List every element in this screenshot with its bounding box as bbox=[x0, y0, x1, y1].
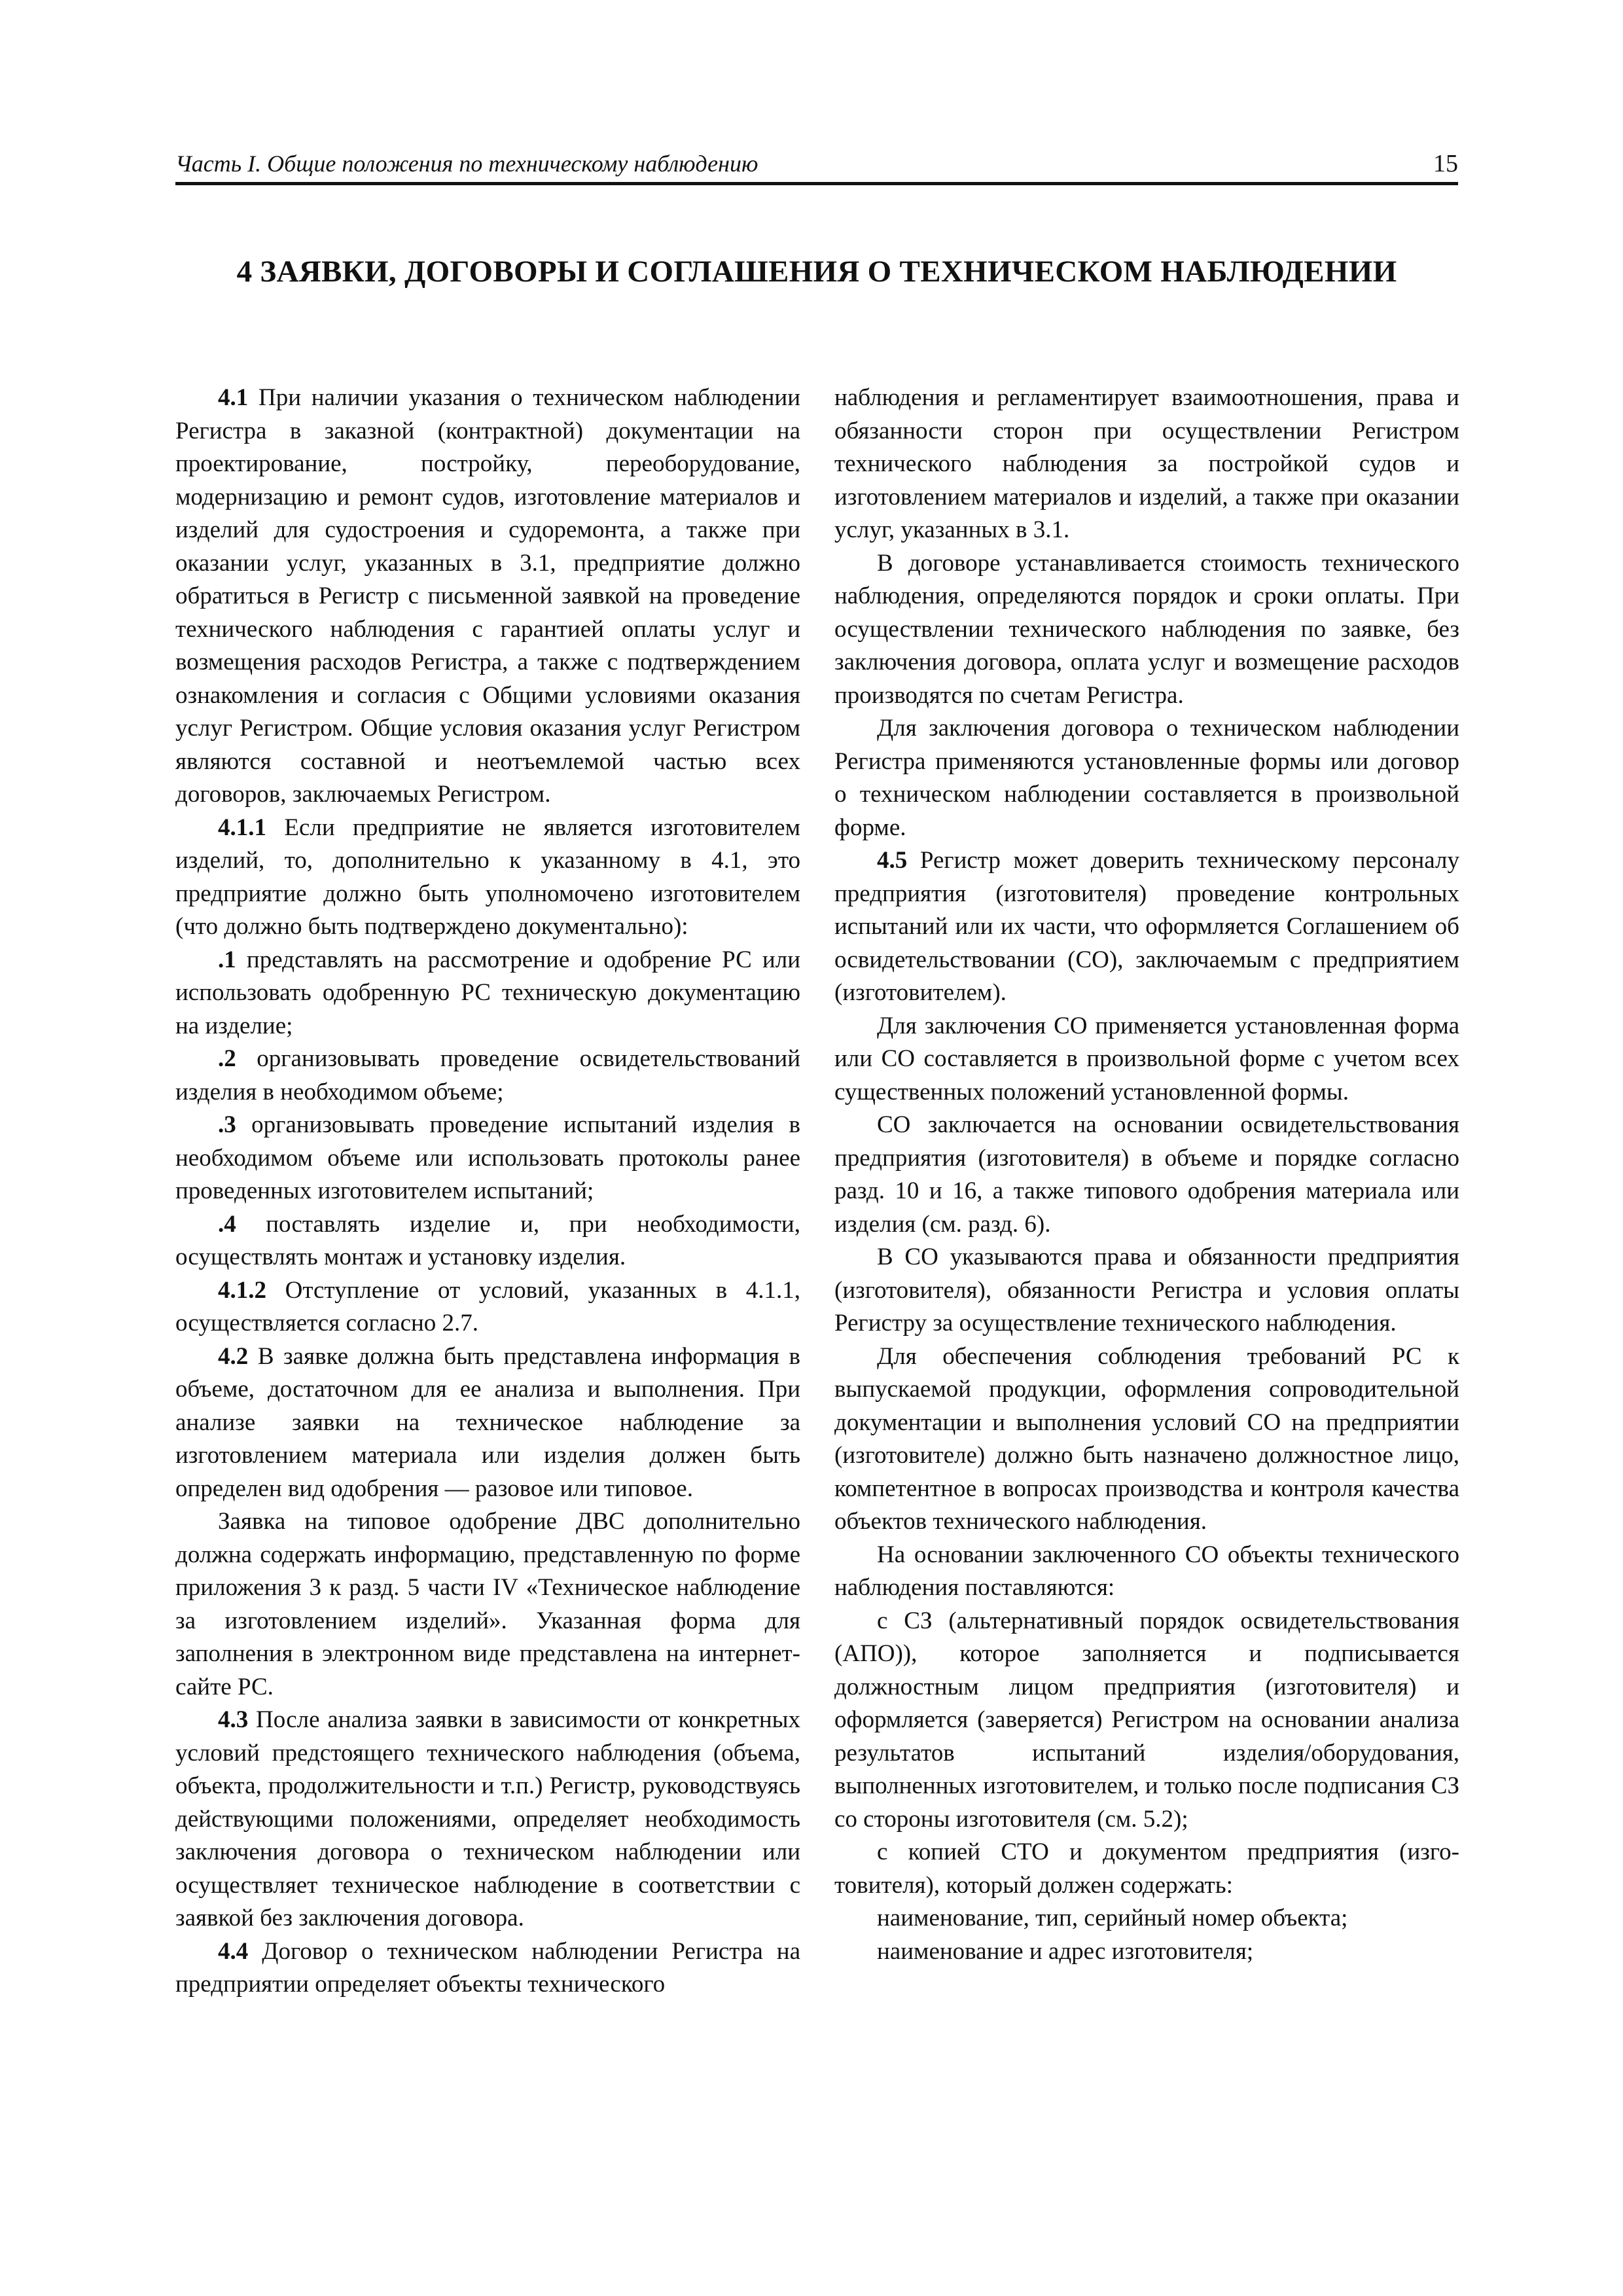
paragraph bbox=[834, 1109, 1459, 1241]
paragraph-text: с СЗ (альтернативный порядок освидетельствования (АПО)), которое заполняется и подписывается должностным лицом предприятия (изготовителя) и оформляется (заверяется) Регистром на основании анализа результатов испытаний изделия/оборудования, выполненных изготовителем, и только после подписания СЗ со стороны изготовителя (см. 5.2); bbox=[834, 1607, 1459, 1833]
paragraph bbox=[834, 382, 1459, 547]
paragraph bbox=[834, 1539, 1459, 1605]
running-header-title: Часть I. Общие положения по техническому наблюдению bbox=[175, 151, 758, 177]
paragraph bbox=[834, 844, 1459, 1010]
list-number: .3 bbox=[218, 1111, 236, 1138]
clause-number: 4.1.1 bbox=[218, 814, 266, 841]
paragraph bbox=[834, 1605, 1459, 1837]
paragraph bbox=[834, 1836, 1459, 1902]
paragraph bbox=[834, 1010, 1459, 1109]
paragraph-text: Заявка на типовое одобрение ДВС дополнительно должна содержать информацию, представленную по форме приложения 3 к разд. 5 части IV «Техническое наблюдение за изготовлением изделий». Указанная форма для заполнения в электронном виде представлена на интернет-сайте РС. bbox=[175, 1508, 800, 1700]
clause-number: 4.3 bbox=[218, 1706, 249, 1733]
paragraph-text: Если предприятие не является изготовителем изделий, то, дополнительно к указанному в 4.1, это предприятие должно быть уполномочено изготовителем (что должно быть подтверждено документально): bbox=[175, 814, 800, 940]
paragraph-text: СО заключается на основании освидетельствования предприятия (изготовителя) в объеме и порядке согласно разд. 10 и 16, а также типового одобрения материала или изделия (см. разд. 6). bbox=[834, 1111, 1459, 1238]
paragraph-text: поставлять изделие и, при необходимости, осуществлять монтаж и установку изделия. bbox=[175, 1210, 800, 1270]
paragraph bbox=[834, 1241, 1459, 1340]
list-number: .4 bbox=[218, 1210, 236, 1238]
clause-number: 4.1.2 bbox=[218, 1276, 266, 1304]
list-item bbox=[175, 1208, 800, 1274]
paragraph bbox=[175, 1274, 800, 1340]
paragraph-text: После анализа заявки в зависимости от конкретных условий предстоящего технического наблюдения (объема, объекта, продолжительности и т.п.) Регистр, руководствуясь действующими положениями, определяет необходимость заключения договора о техническом наблюдении или осуществляет техническое наблюдение в соответствии с заявкой без заключения договора. bbox=[175, 1706, 800, 1931]
paragraph-text: Договор о техническом наблюдении Регистра на предприятии определяет объекты технического bbox=[175, 1937, 800, 1998]
paragraph-text: На основании заключенного СО объекты технического наблюдения поставляются: bbox=[834, 1541, 1459, 1601]
paragraph-text: с копией СТО и документом предприятия (изготовителя), который должен содержать: bbox=[834, 1839, 1459, 1899]
list-item bbox=[175, 1109, 800, 1208]
paragraph-text: Для заключения СО применяется установленная форма или СО составляется в произвольной форме с учетом всех существенных положений установленной формы. bbox=[834, 1012, 1459, 1105]
paragraph bbox=[834, 1935, 1459, 1969]
left-column bbox=[175, 382, 800, 2001]
paragraph bbox=[834, 1902, 1459, 1935]
list-number: .1 bbox=[218, 946, 236, 973]
paragraph-text: наименование и адрес изготовителя; bbox=[877, 1937, 1254, 1965]
paragraph bbox=[834, 1340, 1459, 1539]
paragraph-text: В СО указываются права и обязанности предприятия (изготовителя), обязанности Регистра и условия оплаты Регистру за осуществление технического наблюдения. bbox=[834, 1244, 1459, 1336]
paragraph bbox=[834, 712, 1459, 844]
paragraph-text: В договоре устанавливается стоимость технического наблюдения, определяются порядок и сроки оплаты. При осуществлении технического наблюдения по заявке, без заключения договора, оплата услуг и возмещение расходов производятся по счетам Регистра. bbox=[834, 549, 1459, 709]
paragraph-text: При наличии указания о техническом наблюдении Регистра в заказной (контрактной) документации на проектирование, постройку, переоборудование, модернизацию и ремонт судов, изготовление материалов и изделий для судостроения и судоремонта, а также при оказании услуг, указанных в 3.1, предприятие должно обратиться в Регистр с письменной заявкой на проведение технического наблюдения с гарантией оплаты услуг и возмещения расходов Регистра, а также с подтверждением ознакомления и согласия с Общими условиями оказания услуг Регистром. Общие условия оказания услуг Регистром являются составной и неотъемлемой частью всех договоров, заключаемых Регистром. bbox=[175, 384, 800, 808]
paragraph-text: Отступление от условий, указанных в 4.1.1, осуществляется согласно 2.7. bbox=[175, 1276, 800, 1336]
clause-number: 4.2 bbox=[218, 1342, 249, 1370]
right-column bbox=[834, 382, 1459, 1968]
paragraph-text: Для заключения договора о техническом наблюдении Регистра применяются установленные формы или договор о техническом наблюдении составляется в произвольной форме. bbox=[834, 715, 1459, 841]
paragraph-text: представлять на рассмотрение и одобрение РС или использовать одобренную РС техническую документацию на изделие; bbox=[175, 946, 800, 1039]
paragraph bbox=[175, 812, 800, 944]
paragraph-text: наименование, тип, серийный номер объекта; bbox=[877, 1905, 1348, 1931]
running-header bbox=[175, 145, 1458, 185]
list-number: .2 bbox=[218, 1045, 236, 1072]
paragraph-text: организовывать проведение освидетельствований изделия в необходимом объеме; bbox=[175, 1045, 800, 1105]
paragraph bbox=[175, 1340, 800, 1506]
paragraph bbox=[175, 1505, 800, 1704]
chapter-title: 4 ЗАЯВКИ, ДОГОВОРЫ И СОГЛАШЕНИЯ О ТЕХНИЧЕСКОМ НАБЛЮДЕНИИ bbox=[236, 255, 1397, 289]
list-item bbox=[175, 944, 800, 1043]
paragraph-text: Для обеспечения соблюдения требований РС к выпускаемой продукции, оформления сопроводительной документации и выполнения условий СО на предприятии (изготовителе) должно быть назначено должностное лицо, компетентное в вопросах производства и контроля качества объектов технического наблюдения. bbox=[834, 1342, 1459, 1535]
list-item bbox=[175, 1043, 800, 1109]
clause-number: 4.4 bbox=[218, 1937, 249, 1965]
paragraph bbox=[175, 1704, 800, 1935]
paragraph-text: организовывать проведение испытаний изделия в необходимом объеме или использовать протоколы ранее проведенных изготовителем испытаний; bbox=[175, 1111, 800, 1204]
clause-number: 4.1 bbox=[218, 384, 249, 411]
paragraph-text: Регистр может доверить техническому персоналу предприятия (изготовителя) проведение контрольных испытаний или их части, что оформляется Соглашением об освидетельствовании (СО), заключаемым с предприятием (изготовителем). bbox=[834, 847, 1459, 1006]
paragraph-text: наблюдения и регламентирует взаимоотношения, права и обязанности сторон при осуществлении Регистром технического наблюдения за постройкой судов и изготовлением материалов и изделий, а также при оказании услуг, указанных в 3.1. bbox=[834, 384, 1459, 543]
paragraph bbox=[175, 382, 800, 812]
clause-number: 4.5 bbox=[877, 847, 908, 874]
page-number: 15 bbox=[1433, 150, 1458, 177]
paragraph bbox=[834, 547, 1459, 713]
paragraph bbox=[175, 1935, 800, 2001]
paragraph-text: В заявке должна быть представлена информация в объеме, достаточном для ее анализа и выполнения. При анализе заявки на техническое наблюдение за изготовлением материала или изделия должен быть определен вид одобрения — разовое или типовое. bbox=[175, 1342, 800, 1502]
